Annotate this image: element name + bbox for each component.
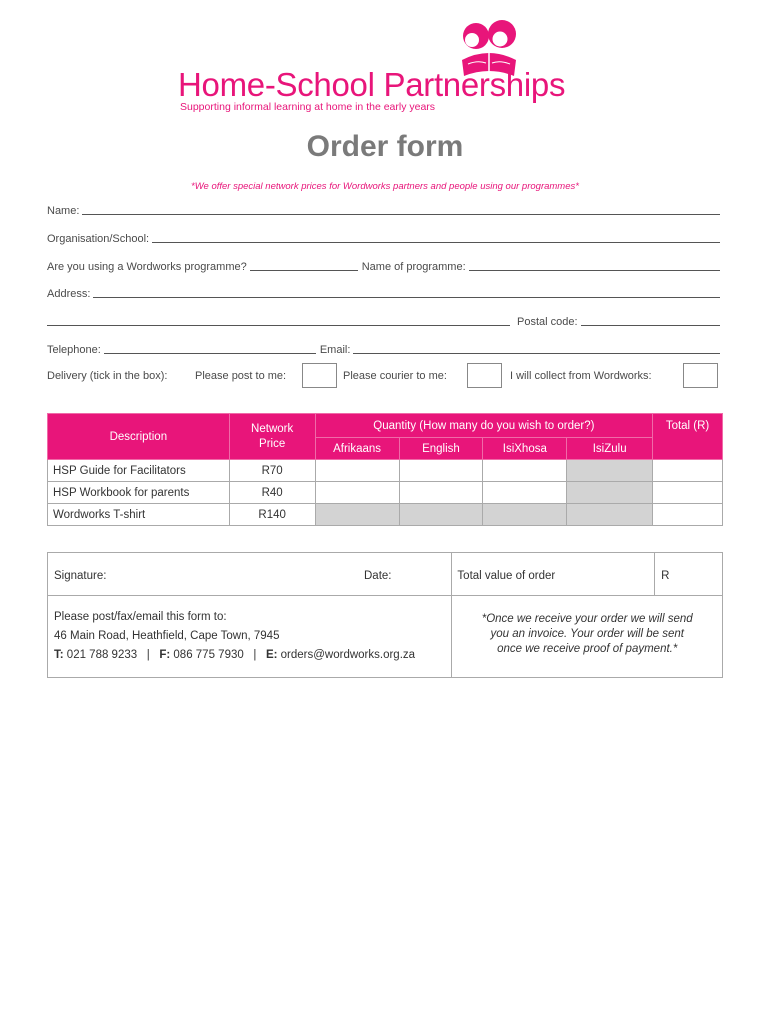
order-table [47, 413, 723, 526]
date-label: Date: [364, 570, 392, 582]
collect-checkbox[interactable] [683, 363, 718, 388]
post-checkbox[interactable] [302, 363, 337, 388]
invoice-note-line: you an invoice. Your order will be sent [490, 628, 684, 640]
postal-instructions [48, 596, 452, 678]
afrikaans-header: Afrikaans [315, 438, 399, 460]
address-input-line[interactable] [93, 297, 720, 298]
delivery-label: Delivery (tick in the box): [47, 370, 168, 382]
name-label: Name: [47, 205, 80, 217]
description-header: Description [48, 414, 230, 460]
isixhosa-unavailable-cell [483, 504, 567, 526]
telephone-input-line[interactable] [104, 353, 316, 354]
invoice-note-line: once we receive proof of payment.* [497, 643, 678, 655]
separator: | [253, 649, 257, 661]
price-header: Network Price [229, 414, 315, 460]
postal-address: 46 Main Road, Heathfield, Cape Town, 7945 [54, 630, 280, 642]
table-row [48, 482, 723, 504]
courier-option-label: Please courier to me: [343, 370, 447, 382]
postal-field-row [47, 312, 720, 328]
item-price: R40 [229, 482, 315, 504]
signature-label: Signature: [54, 570, 107, 582]
quantity-header: Quantity (How many do you wish to order?) [315, 414, 652, 438]
using-programme-input-line[interactable] [250, 270, 358, 271]
item-price: R70 [229, 460, 315, 482]
post-instruction: Please post/fax/email this form to: [54, 611, 227, 623]
programme-field-row [47, 257, 720, 273]
email-input-line[interactable] [353, 353, 720, 354]
afrikaans-qty-cell[interactable] [315, 482, 399, 504]
using-programme-label: Are you using a Wordworks programme? [47, 261, 247, 273]
total-cell[interactable] [653, 504, 723, 526]
telephone-label: Telephone: [47, 344, 101, 356]
email-address[interactable]: orders@wordworks.org.za [280, 649, 416, 661]
table-row [48, 460, 723, 482]
organisation-field-row [47, 229, 720, 245]
signature-date-cell[interactable] [48, 553, 452, 596]
email-contact-label: E: [265, 649, 278, 661]
english-header: English [399, 438, 483, 460]
contact-line [54, 646, 445, 665]
delivery-options [47, 363, 720, 388]
isizulu-unavailable-cell [567, 460, 653, 482]
isixhosa-qty-cell[interactable] [483, 460, 567, 482]
pricing-note: *We offer special network prices for Wordworks partners and people using our programmes* [191, 181, 579, 192]
fax-number: 086 775 7930 [173, 649, 244, 661]
email-label: Email: [319, 344, 351, 356]
item-price: R140 [229, 504, 315, 526]
afrikaans-qty-cell[interactable] [315, 460, 399, 482]
fax-label: F: [159, 649, 171, 661]
separator: | [146, 649, 150, 661]
postal-code-input-line[interactable] [581, 325, 720, 326]
item-description: HSP Guide for Facilitators [48, 460, 230, 482]
total-cell[interactable] [653, 482, 723, 504]
address-field-row [47, 284, 720, 300]
afrikaans-unavailable-cell [315, 504, 399, 526]
total-cell[interactable] [653, 460, 723, 482]
name-input-line[interactable] [82, 214, 720, 215]
table-row [48, 504, 723, 526]
invoice-note [452, 596, 723, 678]
tel-number: 021 788 9233 [66, 649, 138, 661]
english-unavailable-cell [399, 504, 483, 526]
isizulu-header: IsiZulu [567, 438, 653, 460]
contact-field-row [47, 340, 720, 356]
address-line-2[interactable] [47, 325, 510, 326]
programme-name-input-line[interactable] [469, 270, 720, 271]
signature-table [47, 552, 723, 678]
currency-label: R [661, 570, 670, 582]
collect-option-label: I will collect from Wordworks: [510, 370, 652, 382]
total-value-label: Total value of order [457, 570, 556, 582]
name-field-row [47, 201, 720, 217]
isixhosa-qty-cell[interactable] [483, 482, 567, 504]
brand-title: Home-School Partnerships [178, 66, 566, 103]
courier-checkbox[interactable] [467, 363, 502, 388]
brand-logo [178, 20, 598, 120]
tel-label: T: [54, 649, 64, 661]
post-option-label: Please post to me: [195, 370, 287, 382]
address-label: Address: [47, 288, 91, 300]
item-description: HSP Workbook for parents [48, 482, 230, 504]
brand-tagline: Supporting informal learning at home in the early years [180, 101, 436, 113]
isixhosa-header: IsiXhosa [483, 438, 567, 460]
english-qty-cell[interactable] [399, 460, 483, 482]
organisation-input-line[interactable] [152, 242, 720, 243]
isizulu-unavailable-cell [567, 504, 653, 526]
item-description: Wordworks T-shirt [48, 504, 230, 526]
total-value-cell [452, 553, 655, 596]
total-amount-cell[interactable] [655, 553, 723, 596]
isizulu-unavailable-cell [567, 482, 653, 504]
postal-code-label: Postal code: [517, 316, 578, 328]
page-title: Order form [306, 130, 464, 163]
english-qty-cell[interactable] [399, 482, 483, 504]
organisation-label: Organisation/School: [47, 233, 150, 245]
invoice-note-line: *Once we receive your order we will send [481, 613, 693, 625]
programme-name-label: Name of programme: [361, 261, 466, 273]
total-header: Total (R) [653, 414, 723, 460]
